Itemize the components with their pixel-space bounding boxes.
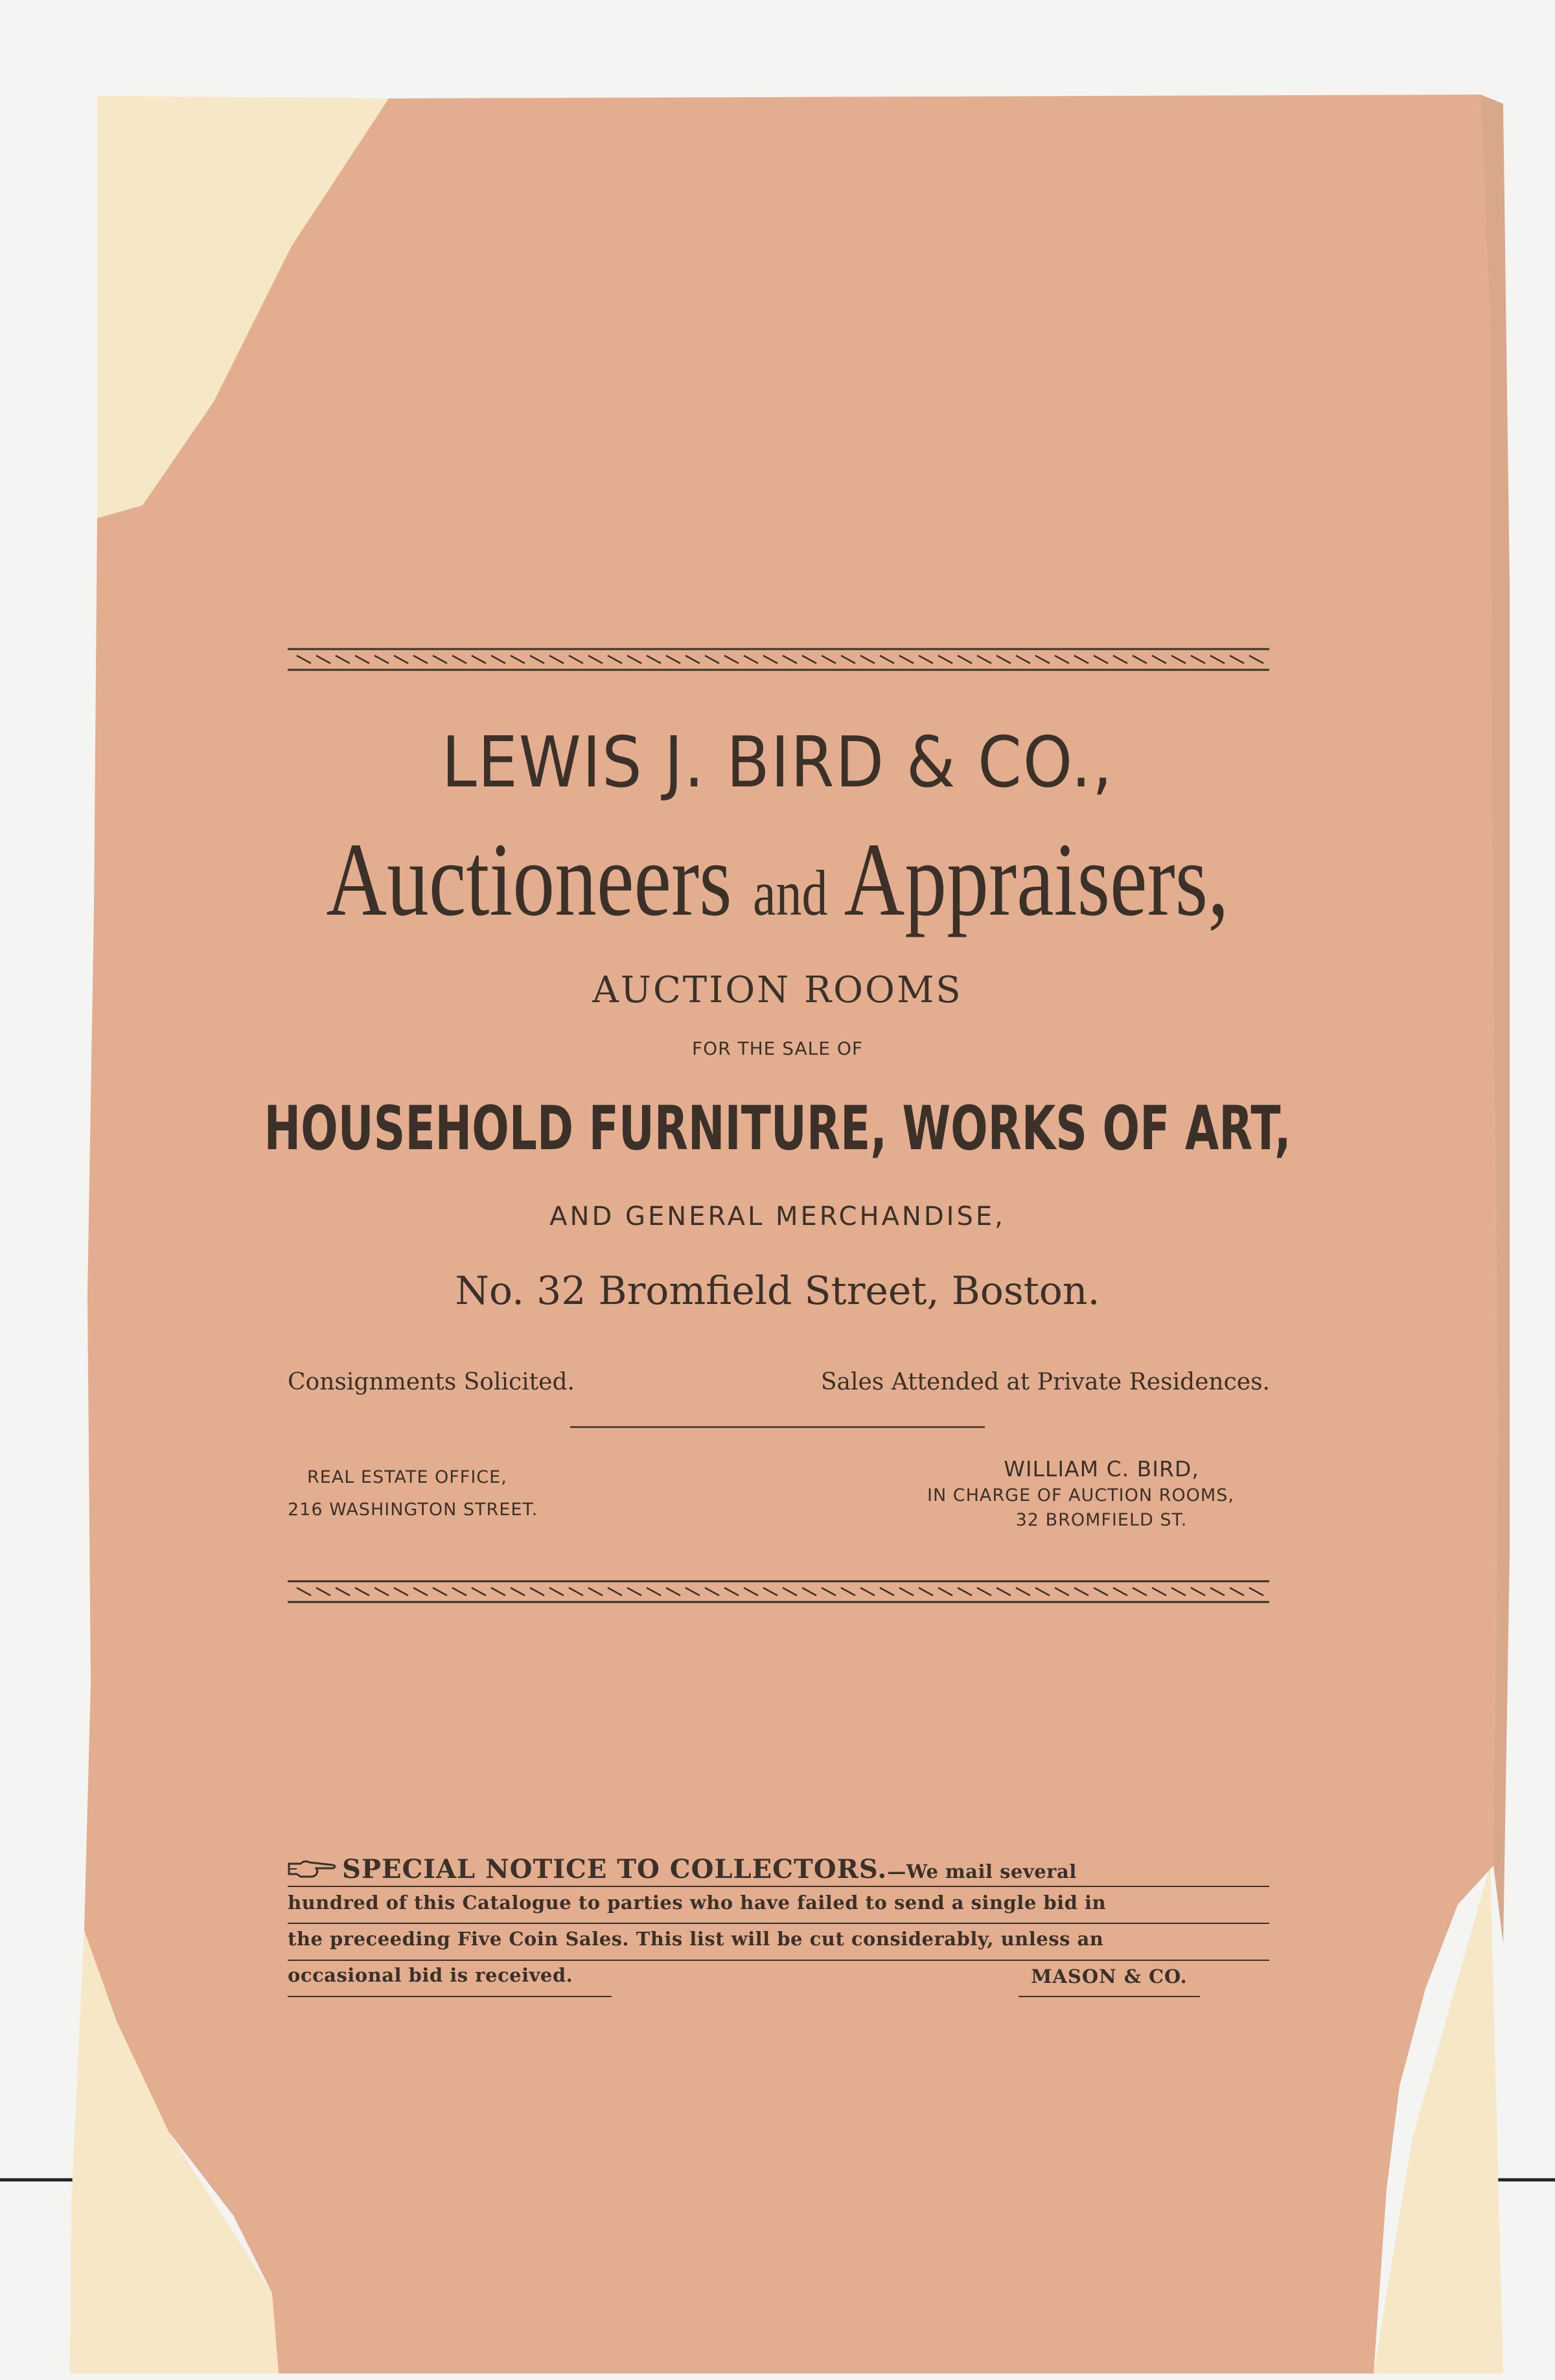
divider-short [570, 1425, 985, 1429]
trade-appraisers: Appraisers, [844, 822, 1229, 938]
paper-sheet [84, 95, 1498, 2374]
private-residences: Sales Attended at Private Residences. [820, 1369, 1270, 1395]
notice-line-3: the preceeding Five Coin Sales. This list will be cut considerably, unless an [288, 1928, 1104, 1950]
william-bird-role: IN CHARGE OF AUCTION ROOMS, [927, 1485, 1234, 1505]
mason-co-signature: MASON & CO. [1031, 1965, 1188, 1987]
notice-underline-4-left [288, 1995, 612, 1998]
notice-line-4: occasional bid is received. [288, 1964, 573, 1986]
real-estate-address: 216 WASHINGTON STREET. [288, 1500, 538, 1520]
consignments-solicited: Consignments Solicited. [288, 1369, 575, 1395]
goods-line: HOUSEHOLD FURNITURE, WORKS OF ART, [264, 1093, 1291, 1164]
trade-auctioneers: Auctioneers [326, 822, 732, 938]
for-sale-of: FOR THE SALE OF [691, 1038, 864, 1059]
merchandise-line: AND GENERAL MERCHANDISE, [549, 1202, 1006, 1231]
firm-trade-line [156, 823, 1400, 938]
special-notice-heading [288, 1854, 1269, 1884]
decorative-rule-top [288, 646, 1269, 675]
pointing-hand-icon [288, 1857, 338, 1881]
william-bird-address: 32 BROMFIELD ST. [1015, 1510, 1188, 1530]
notice-line-2: hundred of this Catalogue to parties who have failed to send a single bid in [288, 1892, 1107, 1914]
notice-underline-1 [288, 1885, 1269, 1888]
street-address: No. 32 Bromfield Street, Boston. [455, 1268, 1100, 1314]
real-estate-office-label: REAL ESTATE OFFICE, [307, 1467, 507, 1487]
decorative-rule-bottom [288, 1579, 1269, 1607]
signature-underline [1019, 1995, 1200, 1998]
trade-and: and [752, 857, 828, 929]
auction-rooms-heading: AUCTION ROOMS [592, 969, 963, 1011]
firm-name: LEWIS J. BIRD & CO., [441, 722, 1114, 803]
william-bird-name: WILLIAM C. BIRD, [1004, 1456, 1199, 1482]
notice-underline-2 [288, 1922, 1269, 1925]
notice-title: SPECIAL NOTICE TO COLLECTORS. [342, 1854, 888, 1884]
notice-underline-3 [288, 1959, 1269, 1962]
notice-title-rest: —We mail several [887, 1860, 1077, 1882]
